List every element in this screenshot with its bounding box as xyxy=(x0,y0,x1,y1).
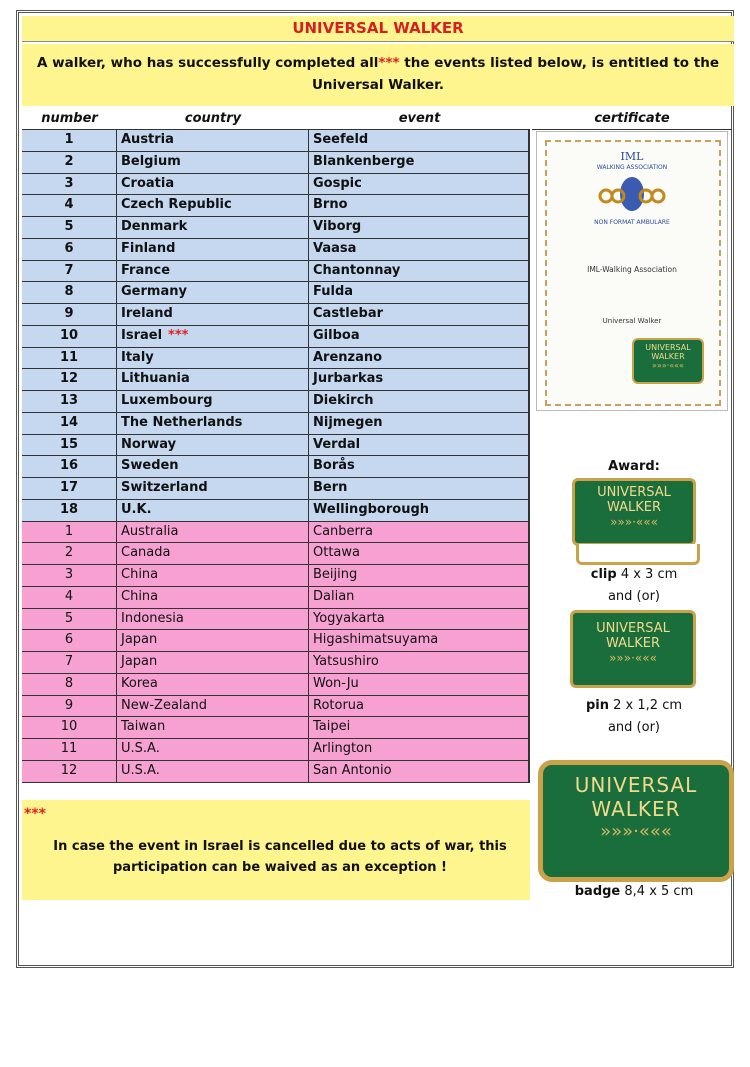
cell-event-text: Yatsushiro xyxy=(313,654,379,669)
cell-country xyxy=(117,130,309,151)
cell-country-text: Italy xyxy=(121,349,154,365)
clip-line1: UNIVERSAL xyxy=(597,485,671,500)
intro-part2: the events listed below, is entitled to the Universal Walker. xyxy=(311,55,719,93)
table-row xyxy=(22,674,530,696)
cell-event xyxy=(309,391,530,412)
cell-event-text: Nijmegen xyxy=(313,414,383,430)
award-label: Award: xyxy=(608,459,660,474)
clip-award-image xyxy=(572,478,696,546)
cell-event-text: Gospic xyxy=(313,175,362,191)
cell-number xyxy=(22,674,117,695)
cell-event xyxy=(309,587,530,608)
cell-number-text: 18 xyxy=(59,501,79,517)
cell-event xyxy=(309,609,530,630)
cell-event-text: Verdal xyxy=(313,436,361,452)
cell-country-text: Switzerland xyxy=(121,480,208,495)
table-row xyxy=(22,239,530,261)
table-row xyxy=(22,739,530,761)
cell-country-text: Australia xyxy=(121,523,179,539)
cell-event xyxy=(309,565,530,586)
cell-event xyxy=(309,739,530,760)
cell-number xyxy=(22,630,117,651)
cell-country xyxy=(117,239,309,260)
pin-line2: WALKER xyxy=(605,636,661,651)
cell-event xyxy=(309,456,530,477)
cell-number xyxy=(22,717,117,738)
intro-text xyxy=(22,44,734,106)
clip-line2: WALKER xyxy=(606,500,662,515)
cell-number-text: 9 xyxy=(64,306,74,321)
cell-event xyxy=(309,717,530,738)
certificate-badge-line2: WALKER xyxy=(651,352,685,361)
cell-number xyxy=(22,391,117,412)
cell-event xyxy=(309,261,530,282)
cell-number-text: 3 xyxy=(64,567,74,582)
cell-country-text: Lithuania xyxy=(121,371,190,387)
cell-country xyxy=(117,543,309,564)
cell-number-text: 15 xyxy=(59,436,79,452)
cell-number xyxy=(22,739,117,760)
cell-country-text: China xyxy=(121,588,159,604)
cell-number xyxy=(22,130,117,151)
cell-country xyxy=(117,652,309,673)
cell-country xyxy=(117,304,309,325)
cell-number-text: 11 xyxy=(59,349,79,365)
table-row xyxy=(22,717,530,739)
clip-name: clip xyxy=(590,567,617,582)
cell-number-text: 5 xyxy=(64,219,74,234)
cell-event xyxy=(309,522,530,543)
laurel-icon: »»»·««« xyxy=(652,361,684,370)
cell-event-text: Ottawa xyxy=(313,545,360,561)
cell-event xyxy=(309,348,530,369)
cell-number xyxy=(22,543,117,564)
cell-event xyxy=(309,630,530,651)
cell-country xyxy=(117,282,309,303)
table-row xyxy=(22,522,530,544)
cell-event xyxy=(309,304,530,325)
cell-country-text: Indonesia xyxy=(121,610,184,626)
pin-line1: UNIVERSAL xyxy=(596,621,670,636)
cell-number xyxy=(22,369,117,390)
cell-country xyxy=(117,674,309,695)
cell-event-text: Canberra xyxy=(313,523,373,539)
pin-award-image xyxy=(570,610,696,688)
cell-number xyxy=(22,522,117,543)
cell-event xyxy=(309,130,530,151)
cell-number xyxy=(22,696,117,717)
cell-event-text: Borås xyxy=(313,458,355,474)
cell-country xyxy=(117,761,309,782)
cell-number xyxy=(22,413,117,434)
cell-event-text: Brno xyxy=(313,197,348,213)
cell-country xyxy=(117,717,309,738)
table-row xyxy=(22,348,530,370)
table-row xyxy=(22,630,530,652)
cell-country-text: Japan xyxy=(121,632,158,648)
cell-country-text: U.S.A. xyxy=(121,741,160,756)
header-certificate: certificate xyxy=(532,108,732,130)
cell-country-text: Luxembourg xyxy=(121,393,213,408)
table-row xyxy=(22,304,530,326)
certificate-image xyxy=(536,131,728,411)
cell-country-text: Germany xyxy=(121,284,187,300)
cell-country xyxy=(117,326,309,347)
cell-country xyxy=(117,696,309,717)
cell-event-text: Chantonnay xyxy=(313,262,401,278)
cell-event-text: Seefeld xyxy=(313,132,369,147)
cell-country xyxy=(117,217,309,238)
cell-country-text: France xyxy=(121,262,171,278)
cell-number xyxy=(22,152,117,173)
table-row xyxy=(22,413,530,435)
cell-number-text: 7 xyxy=(64,262,74,278)
cell-country-text: Sweden xyxy=(121,458,179,474)
cell-country xyxy=(117,739,309,760)
cell-number xyxy=(22,500,117,521)
cell-number xyxy=(22,587,117,608)
cell-country xyxy=(117,152,309,173)
laurel-icon: »»»·««« xyxy=(600,821,672,842)
certificate-badge-line1: UNIVERSAL xyxy=(645,343,691,352)
table-row xyxy=(22,543,530,565)
table-row xyxy=(22,435,530,457)
cell-number-text: 11 xyxy=(60,741,78,756)
table-row xyxy=(22,326,530,348)
header-event: event xyxy=(309,108,530,130)
badge-size: 8,4 x 5 cm xyxy=(624,884,694,899)
cell-country xyxy=(117,565,309,586)
cell-country-text: Norway xyxy=(121,436,177,452)
cell-number-text: 17 xyxy=(59,480,79,495)
header-number: number xyxy=(22,108,117,130)
cell-number-text: 7 xyxy=(64,654,74,669)
cell-event-text: Higashimatsuyama xyxy=(313,632,439,648)
table-row xyxy=(22,174,530,196)
cell-event xyxy=(309,217,530,238)
cell-country xyxy=(117,500,309,521)
cell-country-text: New-Zealand xyxy=(121,697,207,713)
cell-event xyxy=(309,369,530,390)
cell-event-text: Wellingborough xyxy=(313,501,430,517)
cell-number-text: 12 xyxy=(59,371,79,387)
cell-event xyxy=(309,239,530,260)
cell-event-text: Diekirch xyxy=(313,393,374,408)
cell-event-text: San Antonio xyxy=(313,762,392,778)
table-row xyxy=(22,652,530,674)
header-country: country xyxy=(117,108,309,130)
cell-country xyxy=(117,413,309,434)
cell-country-text: U.S.A. xyxy=(121,762,160,778)
cell-event-text: Castlebar xyxy=(313,306,384,321)
cell-event xyxy=(309,696,530,717)
cell-event xyxy=(309,674,530,695)
cell-country xyxy=(117,587,309,608)
iml-emblem-icon xyxy=(592,174,672,214)
cell-number-text: 4 xyxy=(64,588,74,604)
cell-event xyxy=(309,195,530,216)
certificate-arc-top: WALKING ASSOCIATION xyxy=(596,164,668,171)
laurel-icon: »»»·««« xyxy=(609,651,657,665)
cell-event-text: Beijing xyxy=(313,567,358,582)
cell-country-text: Denmark xyxy=(121,219,188,234)
cell-country xyxy=(117,174,309,195)
cell-country xyxy=(117,369,309,390)
cell-country-text: Ireland xyxy=(121,306,173,321)
cell-country-text: Israel xyxy=(121,327,163,343)
footnote-text: In case the event in Israel is cancelled due to acts of war, this participation can be waived as an exception ! xyxy=(53,839,507,875)
intro-part1: A walker, who has successfully completed all xyxy=(37,55,379,71)
cell-event-text: Viborg xyxy=(313,219,362,234)
cell-event-text: Gilboa xyxy=(313,327,360,343)
cell-number xyxy=(22,282,117,303)
cell-country-text: Taiwan xyxy=(121,719,166,735)
cell-number xyxy=(22,326,117,347)
cell-country xyxy=(117,522,309,543)
cell-number xyxy=(22,174,117,195)
cell-number-text: 14 xyxy=(59,414,79,430)
table-row xyxy=(22,391,530,413)
cell-number-text: 8 xyxy=(64,675,74,691)
cell-event xyxy=(309,282,530,303)
cell-number-text: 12 xyxy=(60,762,78,778)
cell-event-text: Bern xyxy=(313,480,348,495)
cell-number xyxy=(22,195,117,216)
table-row xyxy=(22,565,530,587)
pin-size: 2 x 1,2 cm xyxy=(613,698,683,713)
cell-country-text: U.K. xyxy=(121,501,152,517)
table-row xyxy=(22,587,530,609)
israel-note-stars: *** xyxy=(168,327,189,343)
table-row xyxy=(22,696,530,718)
cell-event-text: Arlington xyxy=(313,741,373,756)
cell-country xyxy=(117,456,309,477)
cell-event xyxy=(309,174,530,195)
cell-number xyxy=(22,304,117,325)
certificate-award-name: Universal Walker xyxy=(602,317,662,325)
table-row xyxy=(22,217,530,239)
cell-event xyxy=(309,435,530,456)
cell-number-text: 8 xyxy=(64,284,74,300)
and-or-2: and (or) xyxy=(607,720,661,735)
cell-country-text: Korea xyxy=(121,675,158,691)
cell-number-text: 6 xyxy=(64,240,74,256)
table-row xyxy=(22,478,530,500)
pin-name: pin xyxy=(585,698,610,713)
cell-number-text: 5 xyxy=(64,610,74,626)
cell-event xyxy=(309,543,530,564)
cell-event xyxy=(309,652,530,673)
cell-country-text: Japan xyxy=(121,654,158,669)
badge-line1: UNIVERSAL xyxy=(574,773,698,797)
badge-caption xyxy=(536,884,732,899)
cell-country-text: Belgium xyxy=(121,153,181,169)
badge-award-image xyxy=(538,760,734,882)
clip-bracket xyxy=(576,544,700,565)
footnote-stars: *** xyxy=(24,806,46,822)
cell-event-text: Rotorua xyxy=(313,697,365,713)
cell-number-text: 9 xyxy=(64,697,74,713)
cell-number-text: 10 xyxy=(59,327,79,343)
table-row xyxy=(22,195,530,217)
table-row xyxy=(22,761,530,783)
cell-event xyxy=(309,413,530,434)
table-row xyxy=(22,130,530,152)
cell-number-text: 16 xyxy=(59,458,79,474)
table-row xyxy=(22,609,530,631)
cell-country-text: Canada xyxy=(121,545,171,561)
cell-event xyxy=(309,761,530,782)
cell-number-text: 4 xyxy=(64,197,74,213)
intro-stars: *** xyxy=(378,55,400,71)
cell-number-text: 10 xyxy=(60,719,78,735)
table-row xyxy=(22,500,530,522)
table-row xyxy=(22,261,530,283)
certificate-org: IML-Walking Association xyxy=(587,265,677,274)
cell-country-text: Croatia xyxy=(121,175,175,191)
page-title: UNIVERSAL WALKER xyxy=(22,16,734,42)
cell-number xyxy=(22,239,117,260)
table-row xyxy=(22,282,530,304)
cell-event-text: Won-Ju xyxy=(313,675,359,691)
cell-number xyxy=(22,456,117,477)
events-table xyxy=(22,130,530,783)
table-row xyxy=(22,152,530,174)
cell-event xyxy=(309,500,530,521)
badge-name: badge xyxy=(574,884,621,899)
cell-number-text: 2 xyxy=(64,545,74,561)
cell-country-text: Czech Republic xyxy=(121,197,232,213)
cell-number xyxy=(22,565,117,586)
cell-number-text: 1 xyxy=(64,132,74,147)
cell-country-text: Finland xyxy=(121,240,176,256)
cell-country xyxy=(117,348,309,369)
cell-event-text: Dalian xyxy=(313,588,355,604)
cell-number-text: 1 xyxy=(64,523,74,539)
cell-event xyxy=(309,478,530,499)
cell-number-text: 13 xyxy=(59,393,79,408)
clip-caption xyxy=(536,567,732,582)
cell-number-text: 2 xyxy=(64,153,74,169)
cell-number-text: 6 xyxy=(64,632,74,648)
laurel-icon: »»»·««« xyxy=(610,515,658,529)
cell-country-text: China xyxy=(121,567,159,582)
table-row xyxy=(22,369,530,391)
table-row xyxy=(22,456,530,478)
cell-country xyxy=(117,478,309,499)
cell-number xyxy=(22,261,117,282)
badge-line2: WALKER xyxy=(591,797,681,821)
cell-country xyxy=(117,261,309,282)
cell-event-text: Yogyakarta xyxy=(313,610,385,626)
and-or-1: and (or) xyxy=(607,589,661,604)
cell-country-text: The Netherlands xyxy=(121,414,243,430)
cell-number xyxy=(22,761,117,782)
cell-event-text: Fulda xyxy=(313,284,354,300)
cell-number xyxy=(22,348,117,369)
cell-number xyxy=(22,478,117,499)
cell-number-text: 3 xyxy=(64,175,74,191)
cell-country-text: Austria xyxy=(121,132,174,147)
cell-event-text: Arenzano xyxy=(313,349,383,365)
cell-country xyxy=(117,435,309,456)
certificate-iml: IML xyxy=(620,150,644,163)
certificate-arc-bottom: NON FORMAT AMBULARE xyxy=(594,219,670,226)
cell-event-text: Blankenberge xyxy=(313,153,415,169)
cell-country xyxy=(117,195,309,216)
cell-number xyxy=(22,217,117,238)
cell-number xyxy=(22,609,117,630)
cell-number xyxy=(22,652,117,673)
cell-event-text: Jurbarkas xyxy=(313,371,384,387)
cell-country xyxy=(117,630,309,651)
cell-event-text: Vaasa xyxy=(313,240,357,256)
cell-event-text: Taipei xyxy=(313,719,351,735)
cell-event xyxy=(309,152,530,173)
pin-caption xyxy=(536,698,732,713)
cell-country xyxy=(117,391,309,412)
certificate-badge xyxy=(632,338,704,384)
cell-number xyxy=(22,435,117,456)
cell-country xyxy=(117,609,309,630)
clip-size: 4 x 3 cm xyxy=(620,567,678,582)
cell-event xyxy=(309,326,530,347)
